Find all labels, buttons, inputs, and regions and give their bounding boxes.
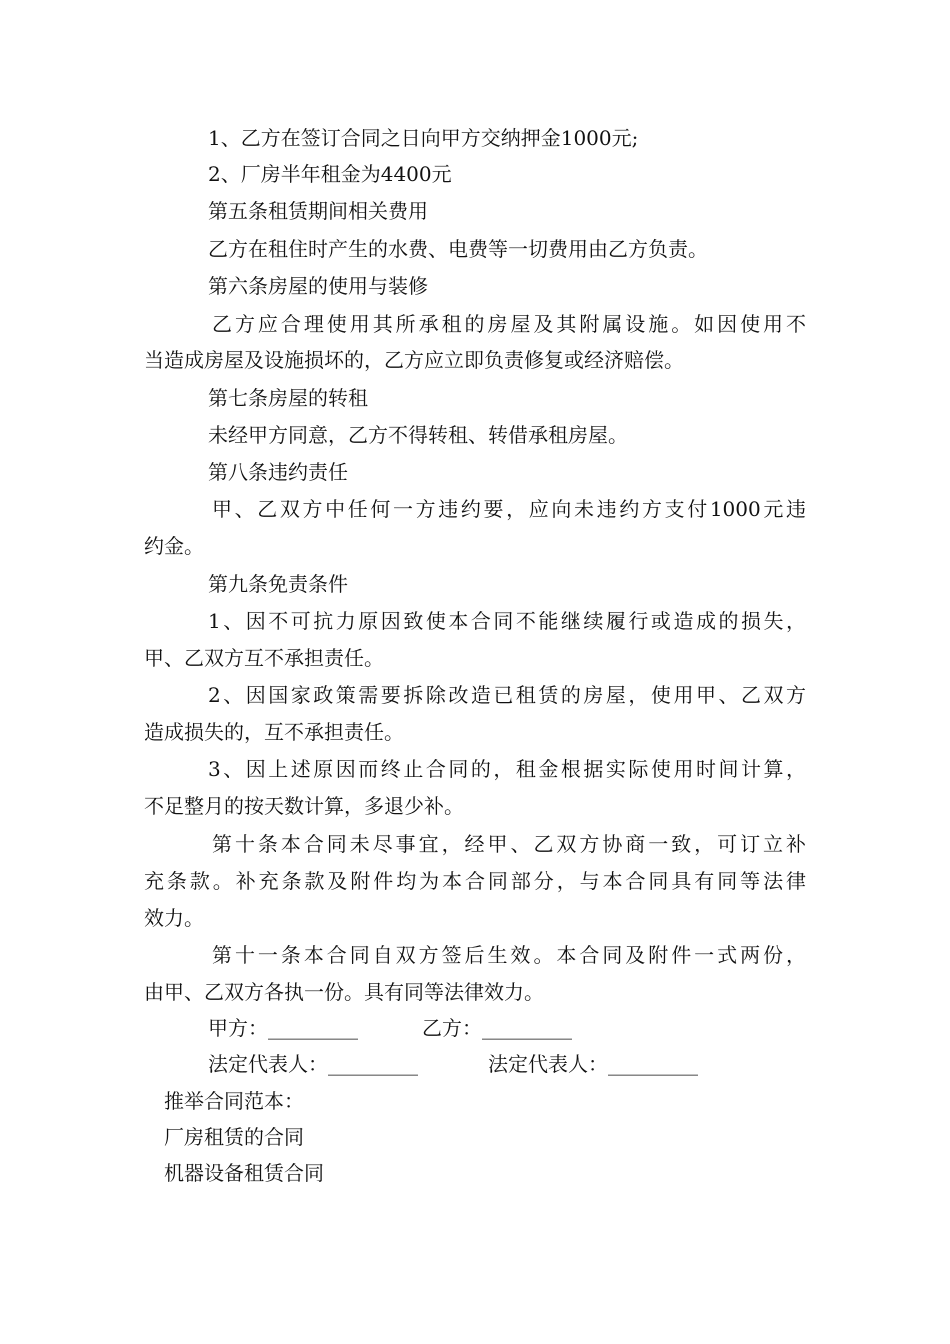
article-10-line-2: 充条款。补充条款及附件均为本合同部分，与本合同具有同等法律: [144, 869, 806, 893]
article-10-line-1: 第十条本合同未尽事宜，经甲、乙双方协商一致，可订立补: [212, 832, 806, 856]
article-9-item-2-line-1: 2、因国家政策需要拆除改造已租赁的房屋，使用甲、乙双方: [208, 683, 806, 707]
article-9-item-1-line-2: 甲、乙双方互不承担责任。: [144, 646, 384, 670]
article-7-body: 未经甲方同意，乙方不得转租、转借承租房屋。: [208, 423, 628, 447]
article-9-item-1-line-1: 1、因不可抗力原因致使本合同不能继续履行或造成的损失，: [208, 609, 806, 633]
rent-clause: 2、厂房半年租金为4400元: [208, 162, 452, 186]
article-6-heading: 第六条房屋的使用与装修: [208, 274, 428, 298]
article-11-line-2: 由甲、乙双方各执一份。具有同等法律效力。: [144, 980, 544, 1004]
article-9-heading: 第九条免责条件: [208, 572, 348, 596]
recommend-link-equipment-lease[interactable]: 机器设备租赁合同: [164, 1161, 324, 1185]
deposit-clause: 1、乙方在签订合同之日向甲方交纳押金1000元;: [208, 126, 639, 150]
article-8-heading: 第八条违约责任: [208, 460, 348, 484]
article-11-line-1: 第十一条本合同自双方签后生效。本合同及附件一式两份，: [212, 943, 806, 967]
article-9-item-2-line-2: 造成损失的，互不承担责任。: [144, 720, 404, 744]
article-8-body-line-1: 甲、乙双方中任何一方违约要，应向未违约方支付1000元违: [212, 497, 806, 521]
article-5-heading: 第五条租赁期间相关费用: [208, 199, 428, 223]
party-a-representative: 法定代表人：_________: [208, 1052, 418, 1076]
article-10-line-3: 效力。: [144, 906, 204, 930]
article-9-item-3-line-2: 不足整月的按天数计算，多退少补。: [144, 794, 464, 818]
article-6-body-line-1: 乙方应合理使用其所承租的房屋及其附属设施。如因使用不: [212, 312, 806, 336]
article-9-item-3-line-1: 3、因上述原因而终止合同的，租金根据实际使用时间计算，: [208, 757, 806, 781]
article-7-heading: 第七条房屋的转租: [208, 386, 368, 410]
article-5-body: 乙方在租住时产生的水费、电费等一切费用由乙方负责。: [208, 237, 708, 261]
article-8-body-line-2: 约金。: [144, 534, 204, 558]
party-b-representative: 法定代表人：_________: [488, 1052, 698, 1076]
recommend-heading: 推举合同范本：: [164, 1089, 304, 1113]
recommend-link-factory-lease[interactable]: 厂房租赁的合同: [164, 1125, 304, 1149]
party-b-signature: 乙方：_________: [422, 1016, 572, 1040]
article-6-body-line-2: 当造成房屋及设施损坏的，乙方应立即负责修复或经济赔偿。: [144, 348, 684, 372]
party-a-signature: 甲方：_________: [208, 1016, 358, 1040]
